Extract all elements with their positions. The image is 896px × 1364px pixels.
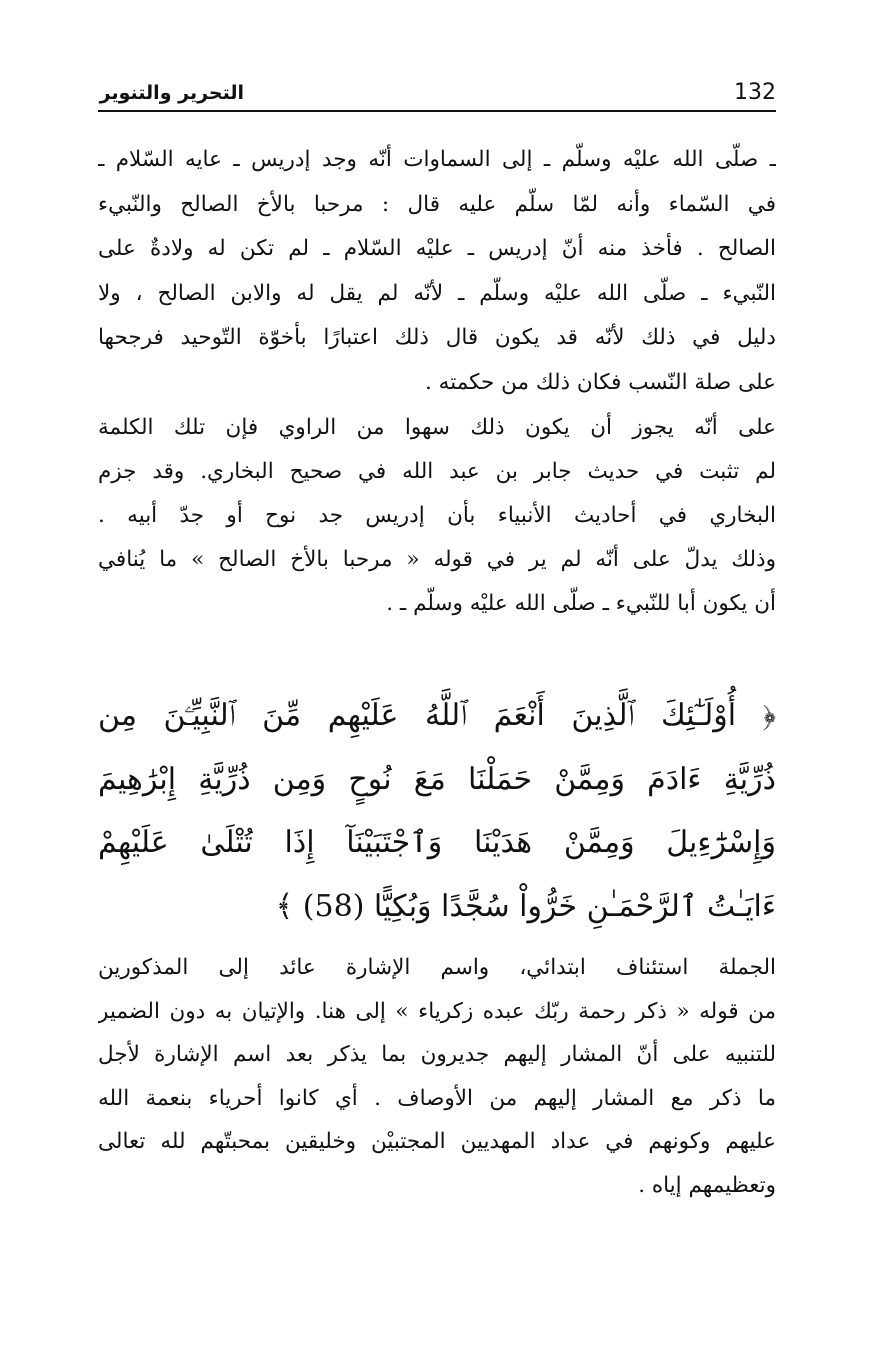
paragraph-1 (98, 138, 776, 405)
text-line: في السّماء وأنه لمّا سلّم عليه قال : مرحبا بالأخ الصالح والنّبيء (98, 191, 776, 217)
verse-line: ﴿ أُوْلَـٰٓئِكَ ٱلَّذِينَ أَنْعَمَ ٱللَّهُ عَلَيْهِم مِّنَ ٱلنَّبِيِّـۧنَ مِن (98, 698, 776, 733)
text-line: أن يكون أبا للنّبيء ـ صلّى الله عليْه وسلّم ـ . (386, 591, 776, 616)
text-line: ـ صلّى الله عليْه وسلّم ـ إلى السماوات أنّه وجد إدريس ـ عايه السّلام ـ (98, 147, 776, 172)
text-line: وذلك يدلّ على أنّه لم ير في قوله « مرحبا بالأخ الصالح » ما يُنافي (98, 547, 776, 572)
header-divider (98, 110, 776, 112)
text-line: الجملة استئناف ابتدائي، واسم الإشارة عائد إلى المذكورين (98, 955, 776, 980)
paragraph-2 (98, 406, 776, 626)
text-line: عليهم وكونهم في عداد المهديين المجتبيْن وخليقين بمحبتّهم لله تعالى (98, 1129, 776, 1154)
text-line: الصالح . فأخذ منه أنّ إدريس ـ عليْه السّلام ـ لم تكن له ولادةٌ على (98, 236, 776, 261)
running-title: التحرير والتنوير (99, 82, 244, 104)
page-header (98, 82, 776, 110)
verse-line: ءَايَـٰتُ ٱلرَّحْمَـٰنِ خَرُّواْ سُجَّدًا وَبُكِيًّا (58) ﴾ (275, 888, 776, 924)
text-line: على أنّه يجوز أن يكون ذلك سهوا من الراوي فإن تلك الكلمة (98, 415, 776, 440)
text-line: دليل في ذلك لأنّه قد يكون قال ذلك اعتبارًا بأخوّة التّوحيد فرجحها (98, 325, 776, 350)
paragraph-3 (98, 946, 776, 1207)
text-line: النّبيء ـ صلّى الله عليْه وسلّم ـ لأنّه لم يقل له والابن الصالح ، ولا (98, 280, 776, 306)
text-line: لم تثبت في حديث جابر بن عبد الله في صحيح البخاري. وقد جزم (98, 459, 776, 484)
quran-verse (98, 684, 776, 938)
text-line: على صلة النّسب فكان ذلك من حكمته . (425, 369, 776, 395)
text-line: للتنبيه على أنّ المشار إليهم جديرون بما يذكر بعد اسم الإشارة لأجل (98, 1042, 776, 1067)
verse-line: ذُرِّيَّةِ ءَادَمَ وَمِمَّنْ حَمَلْنَا مَعَ نُوحٍ وَمِن ذُرِّيَّةِ إِبْرَٰهِيمَ (98, 761, 776, 797)
text-line: من قوله « ذكر رحمة ربّك عبده زكرياء » إلى هنا. والإتيان به دون الضمير (98, 998, 776, 1024)
text-line: ما ذكر مع المشار إليهم من الأوصاف . أي كانوا أحرياء بنعمة الله (98, 1085, 776, 1111)
text-line: البخاري في أحاديث الأنبياء بأن إدريس جد نوح أو جدّ أبيه . (98, 503, 776, 528)
verse-line: وَإِسْرَٰٓءِيلَ وَمِمَّنْ هَدَيْنَا وَٱجْتَبَيْنَآ إِذَا تُتْلَىٰ عَلَيْهِمْ (98, 825, 776, 860)
page-number: 132 (734, 80, 776, 105)
text-line: وتعظيمهم إياه . (638, 1172, 776, 1198)
